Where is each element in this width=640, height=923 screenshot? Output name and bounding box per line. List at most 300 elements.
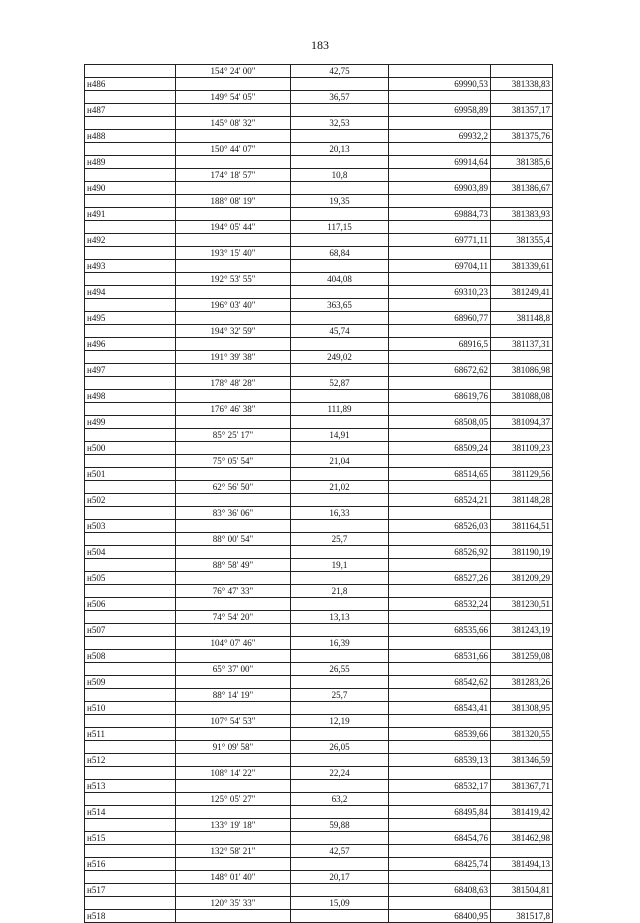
point-name-cell: н510 xyxy=(85,702,176,715)
direction-angle-cell: 75° 05' 54" xyxy=(176,455,291,468)
x-coordinate-cell xyxy=(389,299,491,312)
distance-cell: 13,13 xyxy=(291,611,389,624)
point-name-cell xyxy=(85,715,176,728)
y-coordinate-cell xyxy=(491,221,553,234)
distance-cell: 68,84 xyxy=(291,247,389,260)
x-coordinate-cell xyxy=(389,143,491,156)
direction-angle-cell xyxy=(176,104,291,117)
point-row xyxy=(85,806,553,819)
direction-angle-cell: 76° 47' 33" xyxy=(176,585,291,598)
point-name-cell xyxy=(85,793,176,806)
segment-row xyxy=(85,741,553,754)
x-coordinate-cell xyxy=(389,195,491,208)
x-coordinate-cell xyxy=(389,585,491,598)
distance-cell: 15,09 xyxy=(291,897,389,910)
point-name-cell xyxy=(85,637,176,650)
distance-cell: 10,8 xyxy=(291,169,389,182)
direction-angle-cell xyxy=(176,338,291,351)
x-coordinate-cell xyxy=(389,663,491,676)
point-row xyxy=(85,234,553,247)
distance-cell: 249,02 xyxy=(291,351,389,364)
direction-angle-cell xyxy=(176,182,291,195)
y-coordinate-cell: 381209,29 xyxy=(491,572,553,585)
direction-angle-cell xyxy=(176,728,291,741)
segment-row xyxy=(85,65,553,78)
distance-cell xyxy=(291,858,389,871)
x-coordinate-cell xyxy=(389,273,491,286)
distance-cell xyxy=(291,910,389,923)
direction-angle-cell: 104° 07' 46" xyxy=(176,637,291,650)
direction-angle-cell xyxy=(176,572,291,585)
distance-cell xyxy=(291,130,389,143)
y-coordinate-cell: 381164,51 xyxy=(491,520,553,533)
segment-row xyxy=(85,91,553,104)
x-coordinate-cell: 68916,5 xyxy=(389,338,491,351)
direction-angle-cell: 178° 48' 28" xyxy=(176,377,291,390)
direction-angle-cell: 194° 05' 44" xyxy=(176,221,291,234)
segment-row xyxy=(85,767,553,780)
distance-cell xyxy=(291,156,389,169)
distance-cell: 404,08 xyxy=(291,273,389,286)
point-row xyxy=(85,520,553,533)
point-name-cell: н512 xyxy=(85,754,176,767)
point-name-cell: н507 xyxy=(85,624,176,637)
distance-cell: 42,57 xyxy=(291,845,389,858)
x-coordinate-cell xyxy=(389,715,491,728)
segment-row xyxy=(85,507,553,520)
page-number: 183 xyxy=(311,38,329,52)
x-coordinate-cell xyxy=(389,377,491,390)
distance-cell: 21,8 xyxy=(291,585,389,598)
direction-angle-cell xyxy=(176,520,291,533)
segment-row xyxy=(85,273,553,286)
y-coordinate-cell xyxy=(491,377,553,390)
point-name-cell xyxy=(85,117,176,130)
point-row xyxy=(85,598,553,611)
x-coordinate-cell: 68543,41 xyxy=(389,702,491,715)
distance-cell xyxy=(291,208,389,221)
x-coordinate-cell: 68532,24 xyxy=(389,598,491,611)
segment-row xyxy=(85,533,553,546)
x-coordinate-cell xyxy=(389,481,491,494)
x-coordinate-cell xyxy=(389,793,491,806)
y-coordinate-cell: 381367,71 xyxy=(491,780,553,793)
x-coordinate-cell: 68539,66 xyxy=(389,728,491,741)
point-name-cell: н501 xyxy=(85,468,176,481)
direction-angle-cell xyxy=(176,806,291,819)
direction-angle-cell xyxy=(176,624,291,637)
direction-angle-cell: 62° 56' 50" xyxy=(176,481,291,494)
point-name-cell xyxy=(85,195,176,208)
segment-row xyxy=(85,195,553,208)
direction-angle-cell: 194° 32' 59" xyxy=(176,325,291,338)
distance-cell xyxy=(291,520,389,533)
x-coordinate-cell: 69310,23 xyxy=(389,286,491,299)
point-row xyxy=(85,338,553,351)
y-coordinate-cell xyxy=(491,767,553,780)
y-coordinate-cell: 381375,76 xyxy=(491,130,553,143)
direction-angle-cell: 108° 14' 22" xyxy=(176,767,291,780)
y-coordinate-cell: 381357,17 xyxy=(491,104,553,117)
distance-cell: 21,02 xyxy=(291,481,389,494)
point-name-cell xyxy=(85,429,176,442)
direction-angle-cell xyxy=(176,364,291,377)
x-coordinate-cell xyxy=(389,455,491,468)
x-coordinate-cell: 69932,2 xyxy=(389,130,491,143)
segment-row xyxy=(85,793,553,806)
point-row xyxy=(85,364,553,377)
y-coordinate-cell: 381355,4 xyxy=(491,234,553,247)
segment-row xyxy=(85,299,553,312)
y-coordinate-cell xyxy=(491,429,553,442)
y-coordinate-cell xyxy=(491,325,553,338)
segment-row xyxy=(85,585,553,598)
y-coordinate-cell: 381504,81 xyxy=(491,884,553,897)
direction-angle-cell xyxy=(176,130,291,143)
distance-cell: 16,33 xyxy=(291,507,389,520)
direction-angle-cell: 74° 54' 20" xyxy=(176,611,291,624)
distance-cell: 16,39 xyxy=(291,637,389,650)
point-name-cell xyxy=(85,143,176,156)
point-name-cell xyxy=(85,221,176,234)
segment-row xyxy=(85,845,553,858)
direction-angle-cell xyxy=(176,156,291,169)
direction-angle-cell xyxy=(176,468,291,481)
point-row xyxy=(85,286,553,299)
point-name-cell xyxy=(85,351,176,364)
x-coordinate-cell: 69958,89 xyxy=(389,104,491,117)
direction-angle-cell xyxy=(176,884,291,897)
direction-angle-cell: 132° 58' 21" xyxy=(176,845,291,858)
point-name-cell: н490 xyxy=(85,182,176,195)
point-name-cell xyxy=(85,481,176,494)
direction-angle-cell xyxy=(176,910,291,923)
direction-angle-cell xyxy=(176,260,291,273)
direction-angle-cell xyxy=(176,494,291,507)
distance-cell: 32,53 xyxy=(291,117,389,130)
y-coordinate-cell: 381320,55 xyxy=(491,728,553,741)
segment-row xyxy=(85,663,553,676)
distance-cell xyxy=(291,650,389,663)
y-coordinate-cell xyxy=(491,403,553,416)
y-coordinate-cell: 381259,08 xyxy=(491,650,553,663)
distance-cell: 20,13 xyxy=(291,143,389,156)
distance-cell: 21,04 xyxy=(291,455,389,468)
direction-angle-cell: 133° 19' 18" xyxy=(176,819,291,832)
point-name-cell: н504 xyxy=(85,546,176,559)
point-name-cell: н495 xyxy=(85,312,176,325)
x-coordinate-cell: 68532,17 xyxy=(389,780,491,793)
x-coordinate-cell: 68508,05 xyxy=(389,416,491,429)
distance-cell xyxy=(291,572,389,585)
direction-angle-cell: 91° 09' 58" xyxy=(176,741,291,754)
y-coordinate-cell: 381094,37 xyxy=(491,416,553,429)
x-coordinate-cell: 69771,11 xyxy=(389,234,491,247)
point-row xyxy=(85,104,553,117)
direction-angle-cell: 150° 44' 07" xyxy=(176,143,291,156)
y-coordinate-cell: 381137,31 xyxy=(491,338,553,351)
distance-cell xyxy=(291,676,389,689)
distance-cell xyxy=(291,234,389,247)
point-name-cell xyxy=(85,689,176,702)
y-coordinate-cell: 381148,8 xyxy=(491,312,553,325)
y-coordinate-cell xyxy=(491,195,553,208)
y-coordinate-cell xyxy=(491,455,553,468)
x-coordinate-cell xyxy=(389,741,491,754)
point-name-cell: н508 xyxy=(85,650,176,663)
y-coordinate-cell xyxy=(491,169,553,182)
segment-row xyxy=(85,897,553,910)
x-coordinate-cell: 68524,21 xyxy=(389,494,491,507)
segment-row xyxy=(85,351,553,364)
y-coordinate-cell xyxy=(491,611,553,624)
distance-cell xyxy=(291,286,389,299)
y-coordinate-cell xyxy=(491,533,553,546)
point-name-cell xyxy=(85,871,176,884)
distance-cell xyxy=(291,468,389,481)
x-coordinate-cell xyxy=(389,689,491,702)
direction-angle-cell xyxy=(176,78,291,91)
segment-row xyxy=(85,871,553,884)
direction-angle-cell: 125° 05' 27" xyxy=(176,793,291,806)
point-row xyxy=(85,130,553,143)
distance-cell xyxy=(291,312,389,325)
direction-angle-cell xyxy=(176,390,291,403)
point-row xyxy=(85,312,553,325)
x-coordinate-cell: 69884,73 xyxy=(389,208,491,221)
point-name-cell xyxy=(85,897,176,910)
distance-cell xyxy=(291,442,389,455)
x-coordinate-cell: 68408,63 xyxy=(389,884,491,897)
distance-cell xyxy=(291,104,389,117)
point-name-cell xyxy=(85,377,176,390)
point-row xyxy=(85,650,553,663)
y-coordinate-cell xyxy=(491,143,553,156)
y-coordinate-cell: 381419,42 xyxy=(491,806,553,819)
x-coordinate-cell: 68454,76 xyxy=(389,832,491,845)
point-name-cell xyxy=(85,65,176,78)
y-coordinate-cell xyxy=(491,715,553,728)
x-coordinate-cell xyxy=(389,429,491,442)
point-name-cell: н494 xyxy=(85,286,176,299)
y-coordinate-cell: 381109,23 xyxy=(491,442,553,455)
direction-angle-cell: 174° 18' 57" xyxy=(176,169,291,182)
distance-cell: 117,15 xyxy=(291,221,389,234)
x-coordinate-cell xyxy=(389,247,491,260)
distance-cell xyxy=(291,494,389,507)
point-name-cell: н515 xyxy=(85,832,176,845)
direction-angle-cell xyxy=(176,546,291,559)
point-name-cell: н513 xyxy=(85,780,176,793)
point-row xyxy=(85,182,553,195)
segment-row xyxy=(85,819,553,832)
y-coordinate-cell xyxy=(491,663,553,676)
x-coordinate-cell xyxy=(389,403,491,416)
y-coordinate-cell xyxy=(491,585,553,598)
direction-angle-cell xyxy=(176,208,291,221)
point-name-cell xyxy=(85,611,176,624)
distance-cell xyxy=(291,546,389,559)
y-coordinate-cell: 381308,95 xyxy=(491,702,553,715)
y-coordinate-cell xyxy=(491,741,553,754)
point-row xyxy=(85,780,553,793)
point-name-cell: н497 xyxy=(85,364,176,377)
coordinates-table-body xyxy=(85,65,553,923)
direction-angle-cell: 193° 15' 40" xyxy=(176,247,291,260)
point-name-cell: н488 xyxy=(85,130,176,143)
point-name-cell xyxy=(85,273,176,286)
point-name-cell: н518 xyxy=(85,910,176,923)
x-coordinate-cell xyxy=(389,845,491,858)
distance-cell: 22,24 xyxy=(291,767,389,780)
y-coordinate-cell: 381462,98 xyxy=(491,832,553,845)
y-coordinate-cell: 381148,28 xyxy=(491,494,553,507)
y-coordinate-cell xyxy=(491,845,553,858)
point-name-cell xyxy=(85,585,176,598)
direction-angle-cell: 120° 35' 33" xyxy=(176,897,291,910)
point-name-cell xyxy=(85,247,176,260)
x-coordinate-cell xyxy=(389,91,491,104)
point-row xyxy=(85,416,553,429)
distance-cell: 363,65 xyxy=(291,299,389,312)
distance-cell: 19,1 xyxy=(291,559,389,572)
y-coordinate-cell xyxy=(491,299,553,312)
direction-angle-cell: 85° 25' 17" xyxy=(176,429,291,442)
x-coordinate-cell xyxy=(389,611,491,624)
distance-cell xyxy=(291,884,389,897)
x-coordinate-cell: 68425,74 xyxy=(389,858,491,871)
x-coordinate-cell: 68619,76 xyxy=(389,390,491,403)
direction-angle-cell xyxy=(176,676,291,689)
point-row xyxy=(85,208,553,221)
distance-cell: 19,35 xyxy=(291,195,389,208)
point-name-cell xyxy=(85,507,176,520)
segment-row xyxy=(85,377,553,390)
x-coordinate-cell: 68542,62 xyxy=(389,676,491,689)
x-coordinate-cell xyxy=(389,897,491,910)
distance-cell xyxy=(291,390,389,403)
segment-row xyxy=(85,403,553,416)
distance-cell xyxy=(291,702,389,715)
point-name-cell: н496 xyxy=(85,338,176,351)
y-coordinate-cell: 381230,51 xyxy=(491,598,553,611)
y-coordinate-cell xyxy=(491,65,553,78)
point-row xyxy=(85,468,553,481)
distance-cell xyxy=(291,416,389,429)
x-coordinate-cell xyxy=(389,767,491,780)
direction-angle-cell: 176° 46' 38" xyxy=(176,403,291,416)
direction-angle-cell: 192° 53' 55" xyxy=(176,273,291,286)
x-coordinate-cell xyxy=(389,819,491,832)
x-coordinate-cell xyxy=(389,637,491,650)
distance-cell xyxy=(291,598,389,611)
x-coordinate-cell xyxy=(389,325,491,338)
distance-cell: 42,75 xyxy=(291,65,389,78)
point-name-cell: н506 xyxy=(85,598,176,611)
distance-cell xyxy=(291,78,389,91)
segment-row xyxy=(85,429,553,442)
point-name-cell: н516 xyxy=(85,858,176,871)
point-name-cell: н511 xyxy=(85,728,176,741)
point-name-cell xyxy=(85,325,176,338)
point-row xyxy=(85,728,553,741)
y-coordinate-cell: 381494,13 xyxy=(491,858,553,871)
y-coordinate-cell: 381386,67 xyxy=(491,182,553,195)
direction-angle-cell: 154° 24' 00" xyxy=(176,65,291,78)
distance-cell xyxy=(291,624,389,637)
segment-row xyxy=(85,611,553,624)
point-name-cell: н500 xyxy=(85,442,176,455)
point-name-cell xyxy=(85,741,176,754)
x-coordinate-cell: 69704,11 xyxy=(389,260,491,273)
point-name-cell xyxy=(85,767,176,780)
direction-angle-cell: 88° 00' 54" xyxy=(176,533,291,546)
segment-row xyxy=(85,247,553,260)
point-name-cell xyxy=(85,533,176,546)
x-coordinate-cell: 69914,64 xyxy=(389,156,491,169)
segment-row xyxy=(85,689,553,702)
y-coordinate-cell xyxy=(491,819,553,832)
point-name-cell: н502 xyxy=(85,494,176,507)
y-coordinate-cell xyxy=(491,559,553,572)
distance-cell xyxy=(291,780,389,793)
point-row xyxy=(85,546,553,559)
distance-cell xyxy=(291,832,389,845)
point-row xyxy=(85,884,553,897)
point-name-cell xyxy=(85,299,176,312)
distance-cell: 12,19 xyxy=(291,715,389,728)
point-row xyxy=(85,858,553,871)
x-coordinate-cell: 68495,84 xyxy=(389,806,491,819)
direction-angle-cell xyxy=(176,234,291,247)
x-coordinate-cell: 68539,13 xyxy=(389,754,491,767)
direction-angle-cell xyxy=(176,702,291,715)
y-coordinate-cell xyxy=(491,247,553,260)
y-coordinate-cell: 381517,8 xyxy=(491,910,553,923)
point-name-cell xyxy=(85,845,176,858)
direction-angle-cell: 88° 58' 49" xyxy=(176,559,291,572)
distance-cell xyxy=(291,182,389,195)
segment-row xyxy=(85,715,553,728)
direction-angle-cell: 83° 36' 06" xyxy=(176,507,291,520)
point-name-cell: н499 xyxy=(85,416,176,429)
distance-cell: 20,17 xyxy=(291,871,389,884)
y-coordinate-cell: 381129,56 xyxy=(491,468,553,481)
y-coordinate-cell: 381338,83 xyxy=(491,78,553,91)
segment-row xyxy=(85,143,553,156)
x-coordinate-cell xyxy=(389,351,491,364)
direction-angle-cell: 148° 01' 40" xyxy=(176,871,291,884)
distance-cell: 63,2 xyxy=(291,793,389,806)
y-coordinate-cell xyxy=(491,637,553,650)
point-row xyxy=(85,702,553,715)
distance-cell: 45,74 xyxy=(291,325,389,338)
x-coordinate-cell: 68526,03 xyxy=(389,520,491,533)
y-coordinate-cell xyxy=(491,481,553,494)
point-name-cell: н517 xyxy=(85,884,176,897)
x-coordinate-cell: 68509,24 xyxy=(389,442,491,455)
direction-angle-cell xyxy=(176,780,291,793)
point-name-cell xyxy=(85,819,176,832)
distance-cell xyxy=(291,338,389,351)
x-coordinate-cell: 68960,77 xyxy=(389,312,491,325)
distance-cell: 36,57 xyxy=(291,91,389,104)
x-coordinate-cell xyxy=(389,533,491,546)
x-coordinate-cell: 68535,66 xyxy=(389,624,491,637)
point-row xyxy=(85,624,553,637)
x-coordinate-cell: 68672,62 xyxy=(389,364,491,377)
point-row xyxy=(85,260,553,273)
